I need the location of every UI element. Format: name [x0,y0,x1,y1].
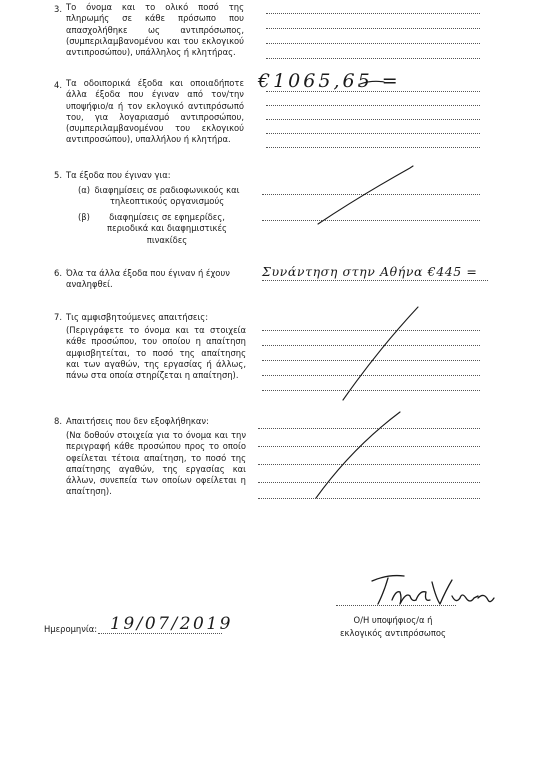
item-7-dotted-line [262,360,480,361]
item-5a-text: διαφημίσεις σε ραδιοφωνικούς και τηλεοπτικούς οργανισμούς [94,185,240,207]
item-5b-label: (β) [78,212,90,222]
signer-role-line1: Ο/Η υποψήφιος/α ή [353,615,433,625]
item-7-dotted-line [262,345,480,346]
item-4-dotted-line [266,105,480,106]
item-7-dotted-line [262,390,480,391]
item-5-title: Τα έξοδα που έγιναν για: [66,170,171,180]
item-3-number: 3. [54,4,62,14]
item-6-handwritten-note: Συνάντηση στην Αθήνα €445 = [262,264,478,279]
item-7-cancel-stroke [343,307,418,400]
item-3-dotted-line [266,13,480,14]
item-8-dotted-line [258,498,480,499]
item-8-dotted-line [258,482,480,483]
item-4-text: Τα οδοιπορικά έξοδα και οποιαδήποτε άλλα έξοδα που έγιναν από τον/την υποψήφιο/α ή τον εκλογικό αντιπρόσωπό του, για λογαριασμό αντιπροσώπου, (συμπεριλαμβανομένου του εκλογικού αντιπροσώπου), υπαλλήλου ή κλητήρα. [66,78,244,145]
item-6-text: Όλα τα άλλα έξοδα που έγιναν ή έχουν αναληφθεί. [66,268,230,290]
item-3-text: Το όνομα και το ολικό ποσό της πληρωμής σε κάθε πρόσωπο που απασχολήθηκε ως αντιπρόσωπος, (συμπεριλαμβανομένου και του εκλογικού αντιπροσώπου), υπάλληλος ή κλητήρας. [66,2,244,58]
signature-dotted-line [336,605,456,606]
item-5-number: 5. [54,170,62,180]
item-8-number: 8. [54,416,62,426]
item-8-dotted-line [258,446,480,447]
item-4-dotted-line [266,119,480,120]
item-4-number: 4. [54,80,62,90]
item-7-title: Τις αμφισβητούμενες απαιτήσεις: [66,312,209,322]
item-5a-label: (α) [78,185,91,195]
item-7-dotted-line [262,375,480,376]
item-8-cancel-stroke [316,412,400,498]
item-8-dotted-line [258,428,480,429]
item-7-text: (Περιγράφετε το όνομα και τα στοιχεία κάθε προσώπου, του οποίου η απαίτηση αμφισβητείται, το ποσό της απαίτησης και των αγαθών, της εργασίας ή άλλως, πάνω στα οποία στηρίζεται η απαίτηση). [66,325,246,381]
item-4-dotted-line [266,91,480,92]
date-label: Ημερομηνία: [44,624,98,634]
item-7-dotted-line [262,330,480,331]
item-4-dotted-line [266,133,480,134]
item-5b-dotted-line [262,220,480,221]
item-3-dotted-line [266,28,480,29]
item-5b-text: διαφημίσεις σε εφημερίδες, περιοδικά και διαφημιστικές πινακίδες [107,212,227,245]
item-8-dotted-line [258,464,480,465]
item-6-dotted-line [262,280,488,281]
item-7-number: 7. [54,312,62,322]
item-3-dotted-line [266,43,480,44]
handwritten-signature [372,576,494,604]
signer-role-line2: εκλογικός αντιπρόσωπος [340,628,446,638]
item-3-dotted-line [266,58,480,59]
item-6-number: 6. [54,268,62,278]
item-8-title: Απαιτήσεις που δεν εξοφλήθηκαν: [66,416,209,426]
item-8-text: (Να δοθούν στοιχεία για το όνομα και την περιγραφή κάθε προσώπου προς το οποίο οφείλεται τέτοια απαίτηση, το ποσό της απαίτησης αγαθών, της εργασίας και άλλων, συνεπεία των οποίων οφείλεται η απαίτηση). [66,430,246,497]
item-5-cancel-stroke [318,166,413,224]
item-4-dotted-line [266,147,480,148]
date-dotted-line [98,633,222,634]
item-5a-dotted-line [262,194,480,195]
item-4-handwritten-amount: €1065,65 = [258,70,401,92]
date-handwritten-value: 19/07/2019 [110,614,233,634]
